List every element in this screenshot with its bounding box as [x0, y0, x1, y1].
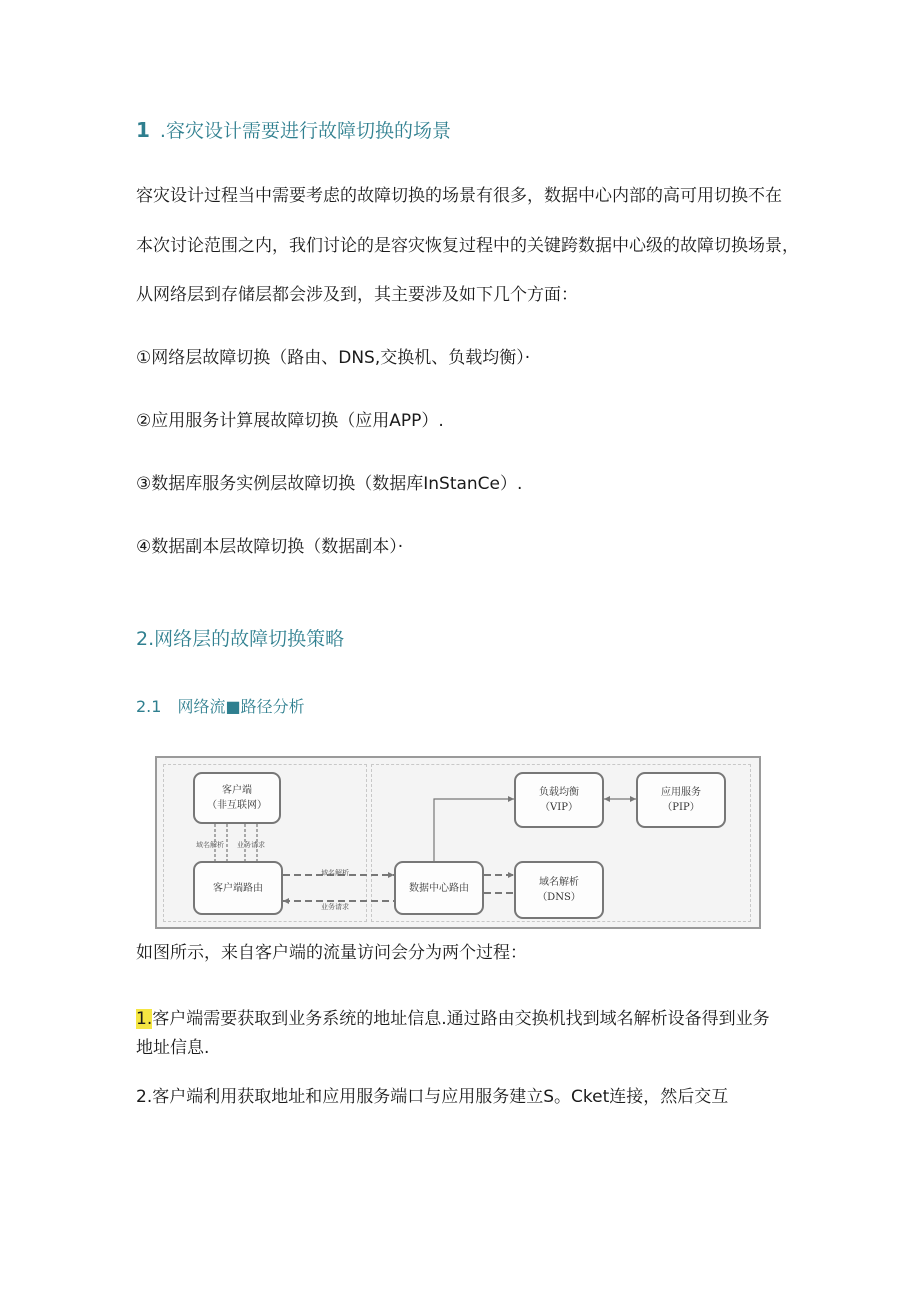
section1-heading: [136, 116, 451, 143]
step-2: 2.客户端利用获取地址和应用服务端口与应用服务建立S。Cket连接，然后交互: [136, 1087, 729, 1107]
router-resolve-label: 域名解析: [321, 869, 349, 877]
list-item-app: ②应用服务计算展故障切换（应用APP）.: [136, 411, 444, 431]
section1-para-line-3: 从网络层到存储层都会涉及到，其主要涉及如下几个方面：: [136, 285, 578, 305]
arrow-to-client-router: [283, 898, 289, 904]
router-request-label: 业务请求: [321, 903, 349, 911]
app-service-title: 应用服务: [661, 787, 701, 798]
client-subtitle: （非互联网）: [207, 800, 267, 811]
network-flow-diagram: [155, 756, 761, 929]
client-resolve-label: 域名解析: [196, 841, 224, 849]
dns-title: 域名解析: [539, 877, 579, 888]
section2-1-text: 网络流■路径分析: [177, 697, 305, 716]
section1-para-line-2: 本次讨论范围之内，我们讨论的是容灾恢复过程中的关键跨数据中心级的故障切换场景，: [136, 236, 799, 256]
section1-heading-text: .容灾设计需要进行故障切换的场景: [159, 120, 451, 142]
dc-router-box: [394, 861, 484, 915]
step-1-line-1: [136, 1004, 770, 1029]
client-title: 客户端: [222, 785, 252, 796]
list-item-database: ③数据库服务实例层故障切换（数据库InStanCe）.: [136, 474, 523, 494]
section2-1-number: 2.1: [136, 697, 162, 716]
section2-1-heading: [136, 694, 305, 717]
section2-heading: 2.网络层的故障切换策略: [136, 628, 345, 650]
client-request-label: 业务请求: [237, 841, 265, 849]
client-router-title: 客户端路由: [213, 882, 263, 894]
client-box: [193, 772, 281, 824]
load-balancer-title: 负载均衡: [539, 787, 579, 798]
step-1-line-2: 地址信息.: [136, 1038, 210, 1058]
dns-subtitle: （DNS）: [537, 892, 581, 903]
section1-heading-number: 1: [136, 118, 150, 142]
load-balancer-subtitle: （VIP）: [540, 802, 578, 813]
dc-router-title: 数据中心路由: [409, 882, 469, 894]
section1-para-line-1: 容灾设计过程当中需要考虑的故障切换的场景有很多，数据中心内部的高可用切换不在: [136, 186, 782, 206]
arrow-from-app: [604, 796, 610, 802]
step-1-number: 1.: [136, 1009, 153, 1029]
list-item-network: ①网络层故障切换（路由、DNS,交换机、负载均衡）·: [136, 348, 531, 368]
list-item-replica: ④数据副本层故障切换（数据副本）·: [136, 537, 404, 557]
dns-box: [514, 861, 604, 919]
app-service-box: [636, 772, 726, 828]
step-1-text: 客户端需要获取到业务系统的地址信息.通过路由交换机找到域名解析设备得到业务: [152, 1009, 770, 1029]
client-router-box: [193, 861, 283, 915]
load-balancer-box: [514, 772, 604, 828]
app-service-subtitle: （PIP）: [662, 802, 700, 813]
diagram-intro: 如图所示，来自客户端的流量访问会分为两个过程：: [136, 943, 527, 963]
dc-to-lb-link: [434, 799, 514, 861]
